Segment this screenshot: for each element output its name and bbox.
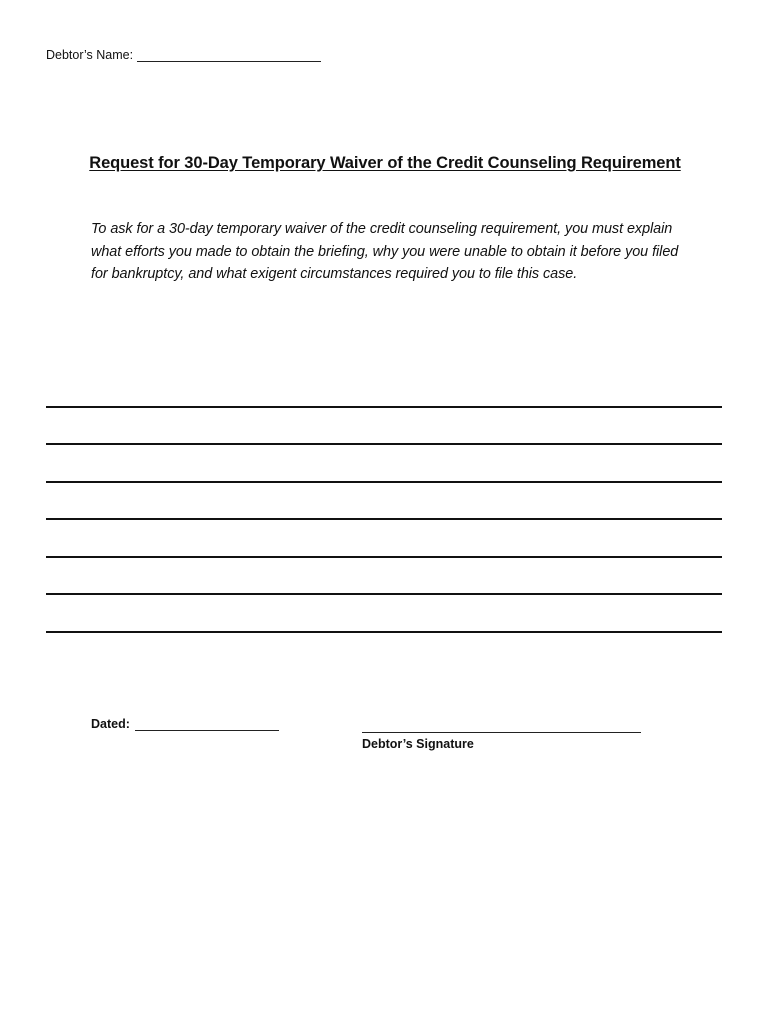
debtor-name-row — [46, 48, 321, 62]
dated-row — [91, 717, 279, 731]
signature-label: Debtor’s Signature — [362, 737, 474, 751]
answer-line[interactable] — [46, 595, 722, 633]
answer-line[interactable] — [46, 408, 722, 446]
answer-line[interactable] — [46, 483, 722, 521]
signature-block — [362, 717, 641, 751]
answer-line[interactable] — [46, 370, 722, 408]
answer-line[interactable] — [46, 520, 722, 558]
debtor-name-field[interactable] — [137, 48, 321, 62]
answer-line[interactable] — [46, 445, 722, 483]
page-title: Request for 30-Day Temporary Waiver of the Credit Counseling Requirement — [89, 154, 681, 172]
signature-field[interactable] — [362, 717, 641, 733]
dated-label: Dated: — [91, 717, 130, 731]
explanation-lines — [46, 370, 722, 633]
dated-field[interactable] — [135, 717, 279, 731]
instructions-text: To ask for a 30-day temporary waiver of the credit counseling requirement, you must explain what efforts you made to obtain the briefing, why you were unable to obtain it before you filed for bankruptcy, and what exigent circumstances required you to file this case. — [91, 221, 679, 282]
answer-line[interactable] — [46, 558, 722, 596]
debtor-name-label: Debtor’s Name: — [46, 48, 134, 62]
